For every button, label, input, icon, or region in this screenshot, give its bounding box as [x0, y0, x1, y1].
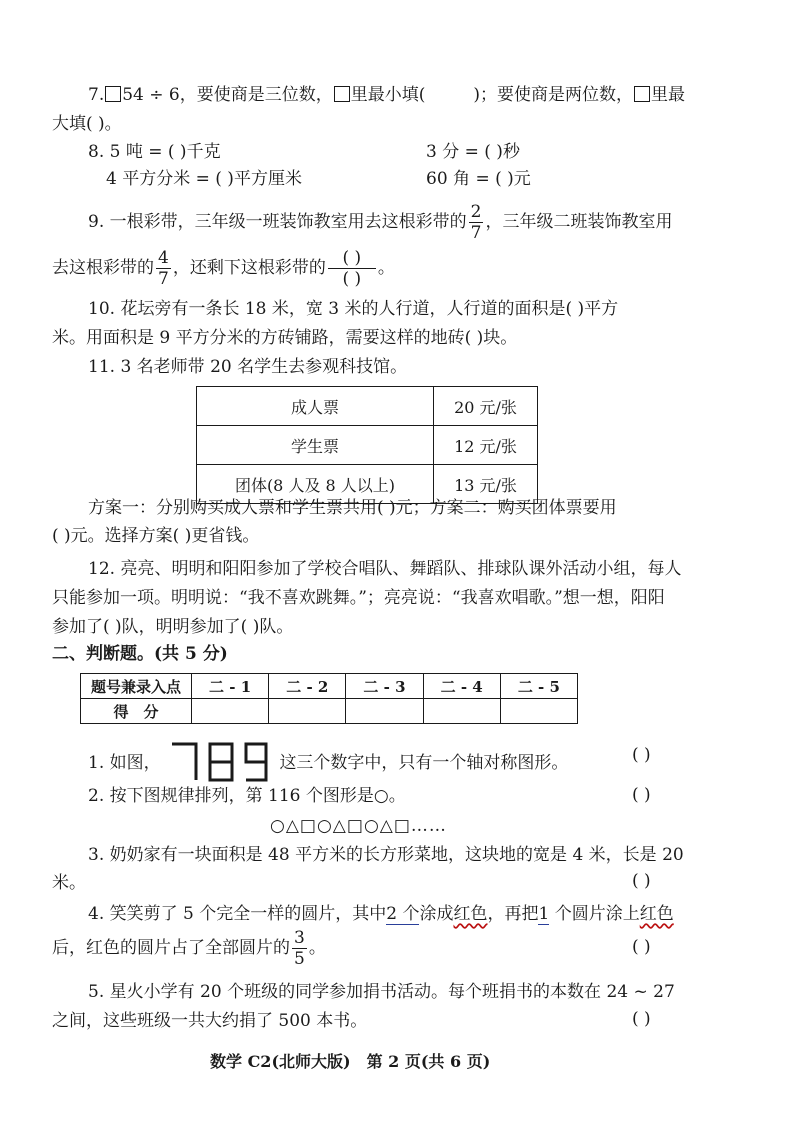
j4-line2: 后，红色的圆片占了全部圆片的 $\frac{3}{5}$ 。: [52, 928, 326, 969]
q12-line2: 只能参加一项。明明说：“我不喜欢跳舞。”；亮亮说：“我喜欢唱歌。”想一想，阳阳: [52, 588, 665, 608]
digit-9-icon: [246, 744, 266, 780]
score-input-cell[interactable]: [500, 699, 577, 724]
answer-paren[interactable]: ( ): [632, 1009, 651, 1029]
annotation-wavy-underline: 红色: [639, 904, 674, 924]
score-header-cell: 二 - 2: [269, 674, 346, 699]
q12-line3: 参加了( )队，明明参加了( )队。: [52, 617, 294, 637]
j3-line1: 3. 奶奶家有一块面积是 48 平方米的长方形菜地，这块地的宽是 4 米，长是 20: [88, 845, 684, 865]
score-header-cell: 二 - 4: [423, 674, 500, 699]
answer-fraction-blank[interactable]: $\frac{( )}{( )}$: [328, 248, 376, 289]
score-input-cell[interactable]: [346, 699, 423, 724]
ticket-price: 13 元/张: [434, 465, 538, 504]
ticket-type: 学生票: [197, 426, 434, 465]
q11-plan-line1: 方案一：分别购买成人票和学生票共用( )元；方案二：购买团体票要用: [88, 498, 617, 518]
table-row: [81, 699, 578, 724]
fraction: $\frac{3}{5}$: [294, 928, 305, 969]
j1-line: 1. 如图， 这三个数字中，只有一个轴对称图形。: [88, 742, 568, 782]
score-input-cell[interactable]: [192, 699, 269, 724]
shape-pattern: ○△□○△□○△□……: [270, 816, 447, 836]
ticket-price: 12 元/张: [434, 426, 538, 465]
annotation-underline: 1: [538, 904, 550, 924]
annotation-wavy-underline: 红色: [453, 904, 488, 924]
q8-item-b: 3 分 = ( )秒: [426, 142, 520, 162]
score-table: [80, 673, 578, 724]
q8-item-c: 4 平方分米 = ( )平方厘米: [106, 169, 302, 189]
q11-line1: 11. 3 名老师带 20 名学生去参观科技馆。: [88, 357, 408, 377]
page-footer: 数学 C2(北师大版) 第 2 页(共 6 页): [210, 1052, 491, 1071]
score-input-cell[interactable]: [423, 699, 500, 724]
answer-paren[interactable]: ( ): [632, 937, 651, 957]
q10-line2: 米。用面积是 9 平方分米的方砖铺路，需要这样的地砖( )块。: [52, 328, 518, 348]
q7-line1: 7. 54 ÷ 6，要使商是三位数， 里最小填( )；要使商是两位数， 里最: [88, 85, 686, 105]
fraction: $\frac{4}{7}$: [158, 248, 169, 289]
blank-square-icon: [334, 86, 350, 102]
j2-line: 2. 按下图规律排列，第 116 个图形是○。: [88, 786, 406, 806]
q10-line1: 10. 花坛旁有一条长 18 米，宽 3 米的人行道，人行道的面积是( )平方: [88, 299, 619, 319]
digit-7-icon: [172, 744, 196, 780]
score-header-cell: 二 - 1: [192, 674, 269, 699]
q9-line1: 9. 一根彩带，三年级一班装饰教室用去这根彩带的 $\frac{2}{7}$ ，三年级二班装饰教室用: [88, 202, 673, 243]
annotation-underline: 2 个: [386, 904, 420, 924]
fraction: $\frac{2}{7}$: [470, 202, 482, 243]
blank-square-icon: [105, 86, 121, 102]
ticket-type: 成人票: [197, 387, 434, 426]
score-header-cell: 二 - 5: [500, 674, 577, 699]
ticket-price-table: [196, 386, 538, 504]
answer-paren[interactable]: ( ): [632, 785, 651, 805]
j3-line2: 米。: [52, 873, 86, 893]
q12-line1: 12. 亮亮、明明和阳阳参加了学校合唱队、舞蹈队、排球队课外活动小组，每人: [88, 559, 682, 579]
table-row: [197, 387, 538, 426]
seven-segment-digits-icon: [170, 742, 270, 782]
j5-line2: 之间，这些班级一共大约捐了 500 本书。: [52, 1011, 368, 1031]
j4-line1: 4. 笑笑剪了 5 个完全一样的圆片，其中2 个涂成红色，再把1 个圆片涂上红色: [88, 904, 674, 924]
score-header-cell: 二 - 3: [346, 674, 423, 699]
answer-paren[interactable]: ( ): [632, 871, 651, 891]
score-input-cell[interactable]: [269, 699, 346, 724]
ticket-price: 20 元/张: [434, 387, 538, 426]
score-row-label: 得 分: [81, 699, 192, 724]
table-row: [197, 426, 538, 465]
q7-line2: 大填( )。: [52, 114, 122, 134]
ticket-type: 团体(8 人及 8 人以上): [197, 465, 434, 504]
table-row: [81, 674, 578, 699]
score-header-cell: 题号兼录入点: [81, 674, 192, 699]
section-title: 二、判断题。(共 5 分): [52, 644, 228, 664]
q8-item-a: 8. 5 吨 = ( )千克: [88, 142, 221, 162]
q11-plan-line2: ( )元。选择方案( )更省钱。: [52, 526, 260, 546]
blank-square-icon: [634, 86, 650, 102]
answer-paren[interactable]: ( ): [632, 745, 651, 765]
q9-line2: 去这根彩带的 $\frac{4}{7}$ ，还剩下这根彩带的 $\frac{( )}{( )}$ 。: [52, 248, 395, 289]
j5-line1: 5. 星火小学有 20 个班级的同学参加捐书活动。每个班捐书的本数在 24 ~ 27: [88, 982, 675, 1002]
q8-item-d: 60 角 = ( )元: [426, 169, 531, 189]
